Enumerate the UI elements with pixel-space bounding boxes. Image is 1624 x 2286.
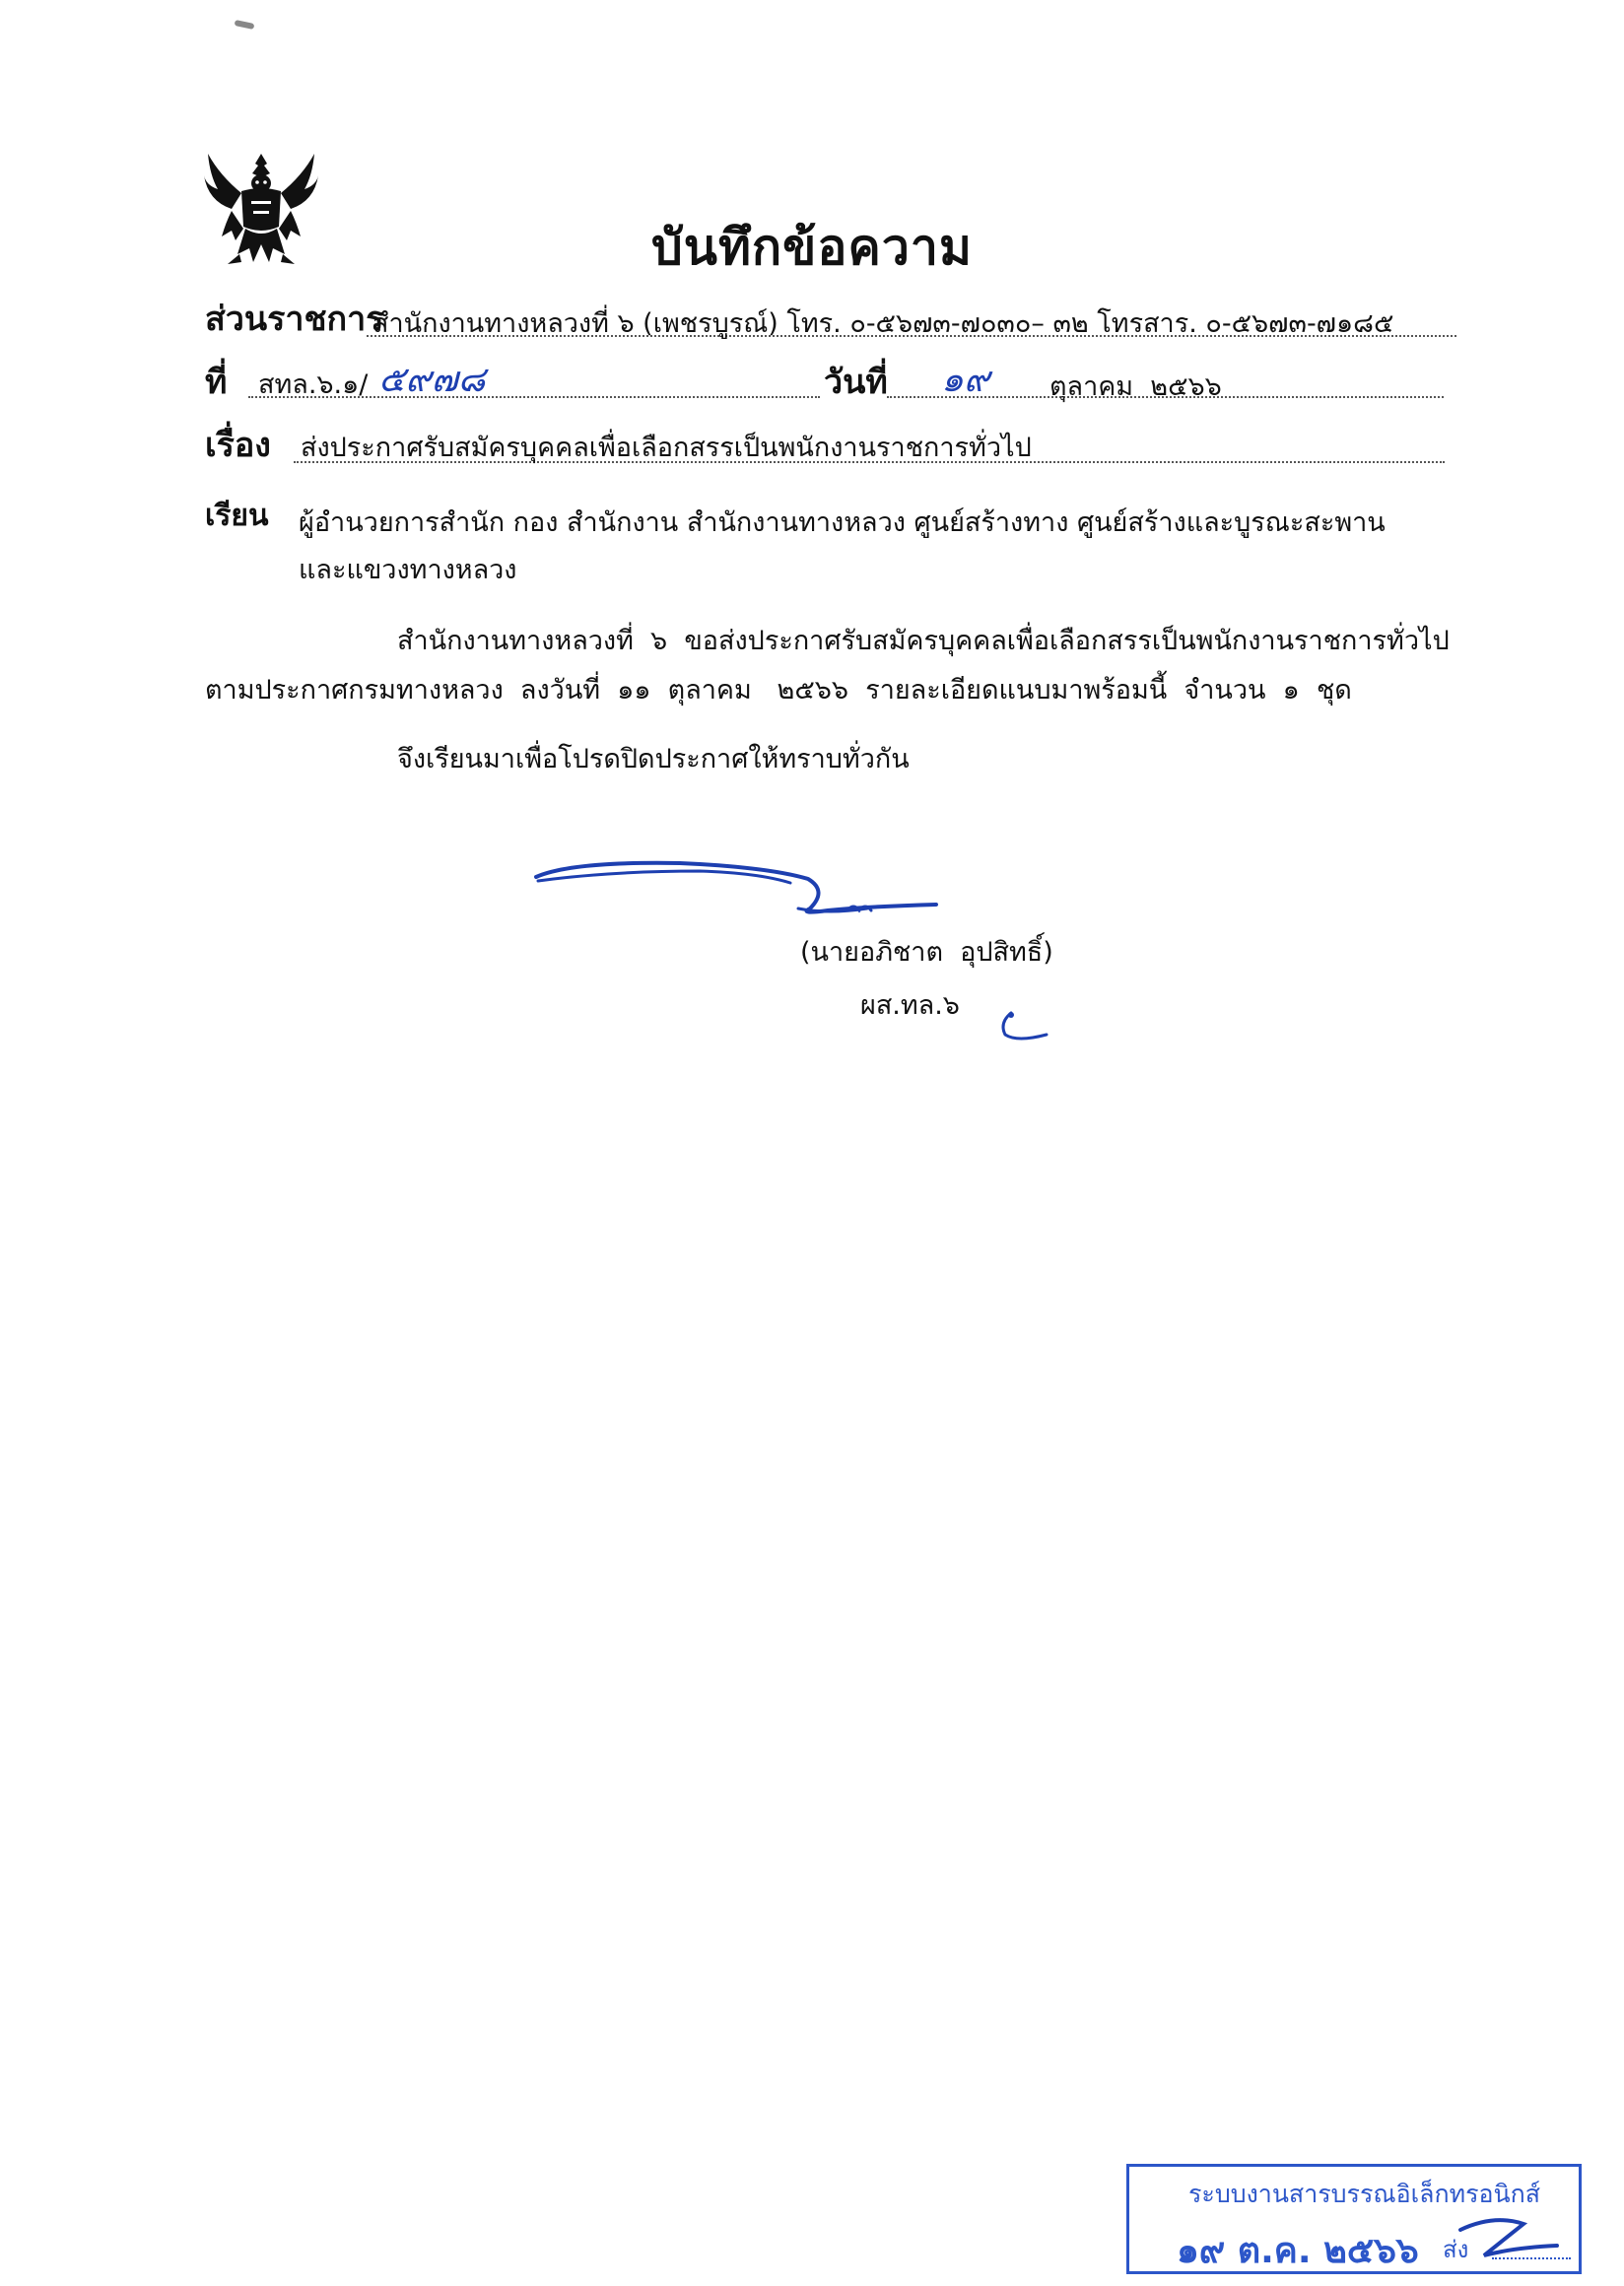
stamp-system-label: ระบบงานสารบรรณอิเล็กทรอนิกส์ — [1188, 2180, 1540, 2208]
stamp-date: ๑๙ ต.ค. ๒๕๖๖ — [1177, 2231, 1419, 2271]
receipt-stamp — [1126, 2164, 1582, 2274]
ref-value: สทล.๖.๑/ — [258, 370, 369, 400]
date-value: ตุลาคม ๒๕๖๖ — [1049, 371, 1222, 402]
closing-line: จึงเรียนมาเพื่อโปรดปิดประกาศให้ทราบทั่วกัน — [397, 744, 910, 774]
date-handwritten-day: ๑๙ — [941, 360, 990, 400]
to-line-2: และแขวงทางหลวง — [299, 555, 517, 585]
body-paragraph-line-2: ตามประกาศกรมทางหลวง ลงวันที่ ๑๑ ตุลาคม ๒๕๖๖ รายละเอียดแนบมาพร้อมนี้ จำนวน ๑ ชุด — [205, 675, 1352, 706]
to-line-1: ผู้อำนวยการสำนัก กอง สำนักงาน สำนักงานทางหลวง ศูนย์สร้างทาง ศูนย์สร้างและบูรณะสะพาน — [299, 507, 1386, 538]
ref-handwritten-number: ๕๙๗๘ — [378, 360, 486, 400]
date-label: วันที่ — [824, 363, 888, 402]
body-paragraph-line-1: สำนักงานทางหลวงที่ ๖ ขอส่งประกาศรับสมัครบุคคลเพื่อเลือกสรรเป็นพนักงานราชการทั่วไป — [397, 626, 1450, 656]
signer-name: (นายอภิชาต อุปสิทธิ์) — [800, 937, 1053, 968]
department-label: ส่วนราชการ — [205, 300, 384, 339]
to-label: เรียน — [205, 499, 269, 533]
handwritten-initial — [993, 1009, 1052, 1044]
subject-label: เรื่อง — [205, 426, 271, 465]
stamp-send-label: ส่ง — [1443, 2236, 1469, 2263]
signer-position: ผส.ทล.๖ — [860, 990, 960, 1021]
memo-title: บันทึกข้อความ — [651, 219, 973, 276]
handwritten-signature — [532, 849, 946, 928]
scan-mark — [235, 20, 255, 30]
department-value: สำนักงานทางหลวงที่ ๖ (เพชรบูรณ์) โทร. ๐-๕๖๗๓-๗๐๓๐– ๓๒ โทรสาร. ๐-๕๖๗๓-๗๑๘๕ — [372, 308, 1394, 339]
ref-label: ที่ — [205, 363, 228, 402]
subject-value: ส่งประกาศรับสมัครบุคคลเพื่อเลือกสรรเป็นพนักงานราชการทั่วไป — [301, 433, 1032, 463]
stamp-handwritten-mark — [1455, 2210, 1563, 2269]
